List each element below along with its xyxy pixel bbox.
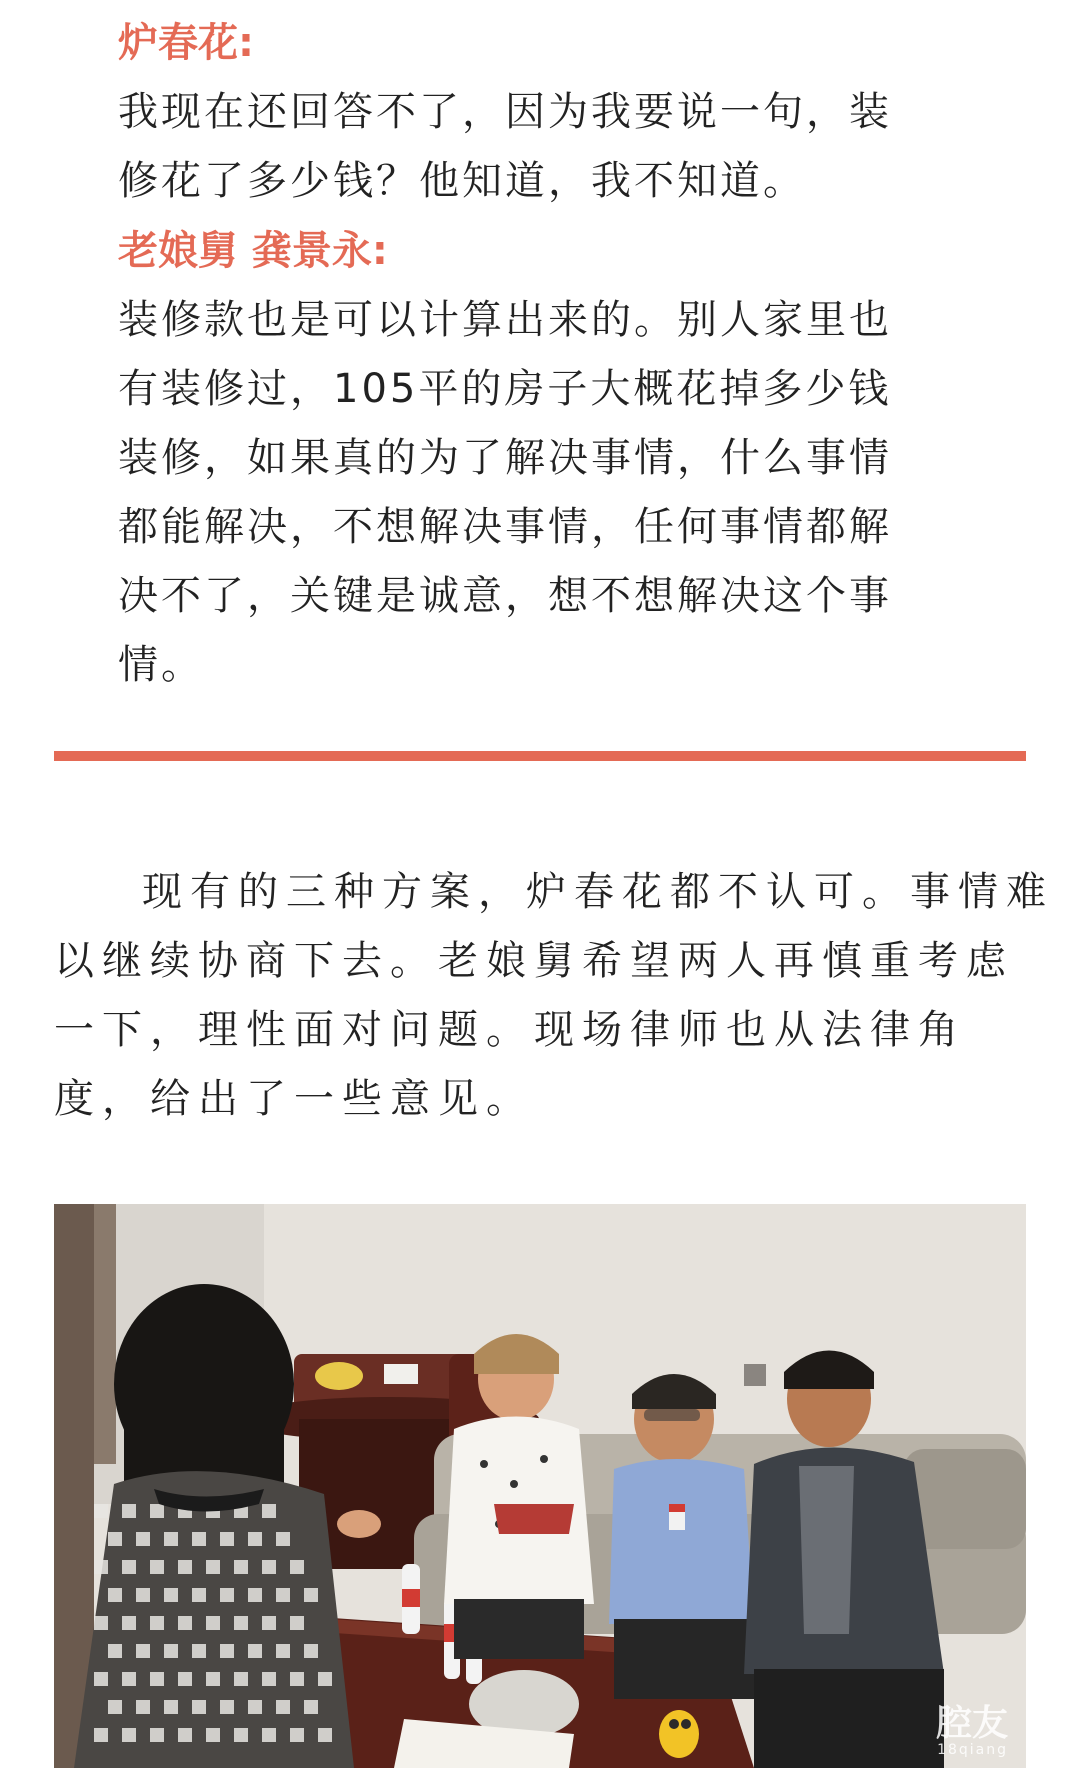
speech-line: 装修，如果真的为了解决事情，什么事情 (118, 435, 892, 481)
watermark-subtext: 18qiang (937, 1742, 1008, 1758)
speech-line: 决不了，关键是诚意，想不想解决这个事 (118, 573, 892, 619)
speech-line: 修花了多少钱？他知道，我不知道。 (118, 158, 806, 204)
mediation-scene-image (54, 1204, 1026, 1768)
article-paragraph (54, 858, 1054, 1134)
watermark-text: 腔友 (935, 1703, 1008, 1744)
paragraph-line: 一下，理性面对问题。现场律师也从法律角 (54, 1007, 966, 1053)
speech-line: 都能解决，不想解决事情，任何事情都解 (118, 504, 892, 550)
dialog-block (118, 8, 978, 700)
speech-line: 我现在还回答不了，因为我要说一句，装 (118, 89, 892, 135)
paragraph-line: 现有的三种方案，炉春花都不认可。事情难 (142, 869, 1054, 915)
speech-text (118, 78, 978, 216)
paragraph-line: 度，给出了一些意见。 (54, 1076, 534, 1122)
article-photo[interactable] (54, 1204, 1026, 1768)
speech-text (118, 286, 978, 700)
speech-line: 装修款也是可以计算出来的。别人家里也 (118, 297, 892, 343)
section-divider (54, 751, 1026, 761)
paragraph-line: 以继续协商下去。老娘舅希望两人再慎重考虑 (54, 938, 1014, 984)
speaker-name: 炉春花: (118, 20, 254, 66)
speech-line: 情。 (118, 642, 204, 688)
speaker-name: 老娘舅 龚景永: (118, 228, 388, 274)
watermark-logo (935, 1703, 1008, 1758)
speech-line: 有装修过，105平的房子大概花掉多少钱 (118, 366, 892, 412)
